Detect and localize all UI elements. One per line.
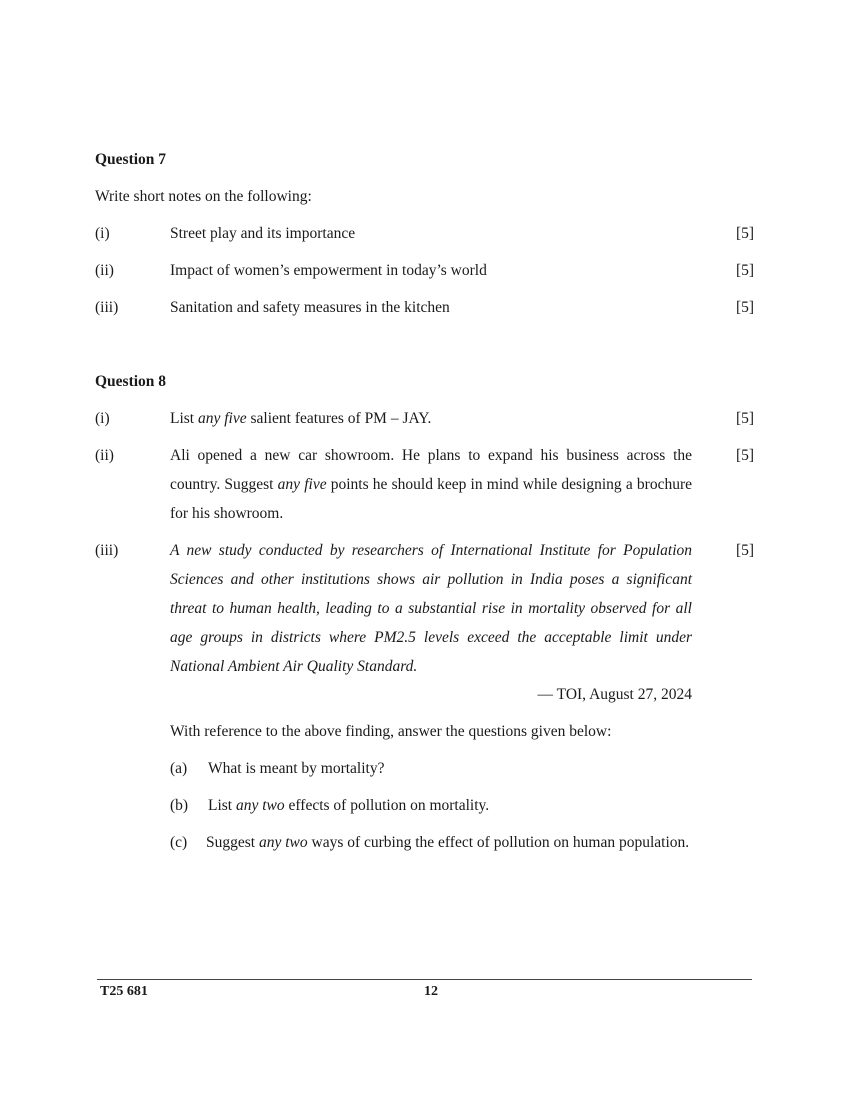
q7-item-marks: [5] [736, 225, 755, 242]
q8-ii-marks: [5] [736, 447, 755, 464]
q7-item-marks: [5] [736, 262, 755, 279]
text: salient features of PM – JAY. [246, 410, 432, 427]
footer-divider [97, 979, 752, 980]
emphasis: any two [236, 797, 285, 814]
sub-question [206, 828, 692, 857]
sub-label: (a) [170, 760, 188, 777]
sub-question [208, 754, 694, 783]
q8-ii-text [170, 441, 692, 528]
q7-item-number: (i) [95, 225, 110, 242]
page-number: 12 [424, 984, 438, 999]
emphasis: any five [198, 410, 247, 427]
text: Ali opened a new car showroom. He plans to expand his business across the country. Suggest [170, 447, 692, 493]
text: points he should keep in mind while designing a brochure for his showroom. [170, 476, 692, 522]
text: effects of pollution on mortality. [284, 797, 490, 814]
sub-label: (c) [170, 834, 188, 851]
q7-item-text: Sanitation and safety measures in the kitchen [170, 299, 450, 316]
text: List [170, 410, 198, 427]
q7-item-text: Street play and its importance [170, 225, 356, 242]
q8-i-marks: [5] [736, 410, 755, 427]
q8-iii-instruction: With reference to the above finding, answer the questions given below: [170, 723, 612, 740]
q8-iii-passage: A new study conducted by researchers of International Institute for Population Sciences and other institutions shows air pollution in India poses a significant threat to human health, leading to a substantial rise in mortality observed for all age groups in districts where PM2.5 levels exceed the acceptable limit under National Ambient Air Quality Standard. [170, 542, 692, 675]
sub-label: (b) [170, 797, 189, 814]
q8-iii-number: (iii) [95, 542, 119, 559]
paper-code: T25 681 [100, 984, 148, 999]
emphasis: any two [258, 834, 308, 851]
text: List [208, 797, 236, 814]
text: What is meant by mortality? [208, 760, 385, 777]
q7-item-number: (iii) [95, 299, 119, 316]
q7-item-marks: [5] [736, 299, 755, 316]
q8-i-text [170, 410, 692, 428]
emphasis: any five [277, 476, 327, 493]
q7-item-number: (ii) [95, 262, 114, 279]
question-8-heading: Question 8 [95, 373, 167, 390]
question-7-intro: Write short notes on the following: [95, 188, 312, 205]
q8-i-number: (i) [95, 410, 110, 427]
text: Suggest [206, 834, 259, 851]
question-7-heading: Question 7 [95, 151, 167, 168]
text: ways of curbing the effect of pollution on human population. [307, 834, 690, 851]
sub-question [208, 791, 694, 820]
passage-source: — TOI, August 27, 2024 [537, 686, 692, 703]
q7-item-text: Impact of women’s empowerment in today’s world [170, 262, 487, 279]
q8-iii-marks: [5] [736, 542, 755, 559]
q8-ii-number: (ii) [95, 447, 114, 464]
